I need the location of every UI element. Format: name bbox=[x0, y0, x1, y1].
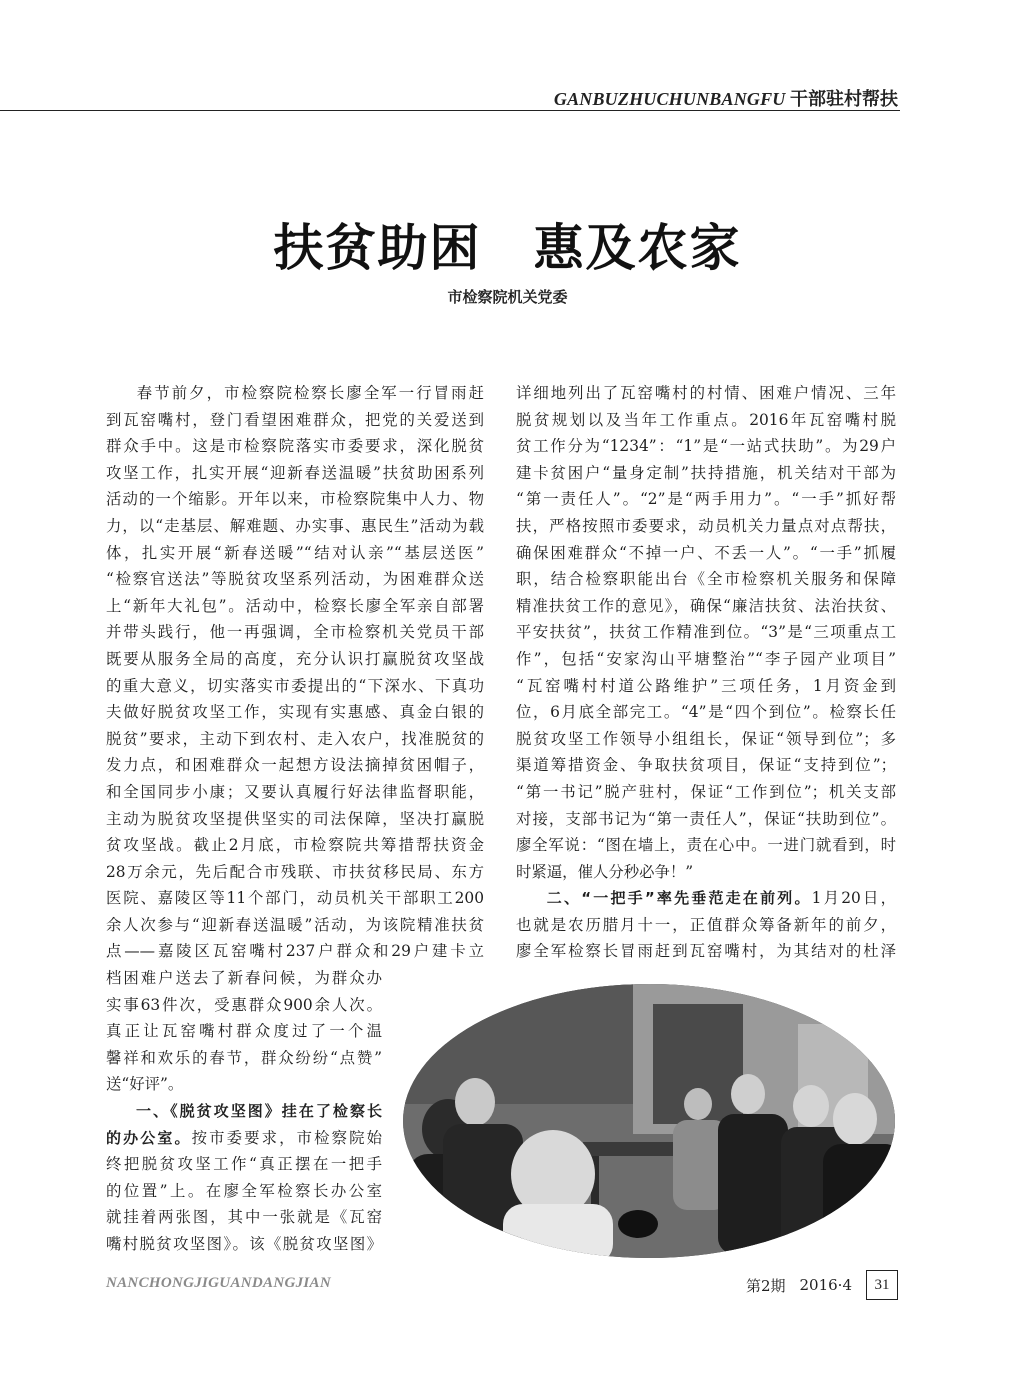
text-line: 终把脱贫攻坚工作“真正摆在一把手 bbox=[106, 1155, 382, 1174]
text-line: 脱贫攻坚工作领导小组组长，保证“领导到位”；多 bbox=[516, 729, 896, 748]
text-line: 渠道筹措资金、争取扶贫项目，保证“支持到位”； bbox=[516, 756, 896, 775]
text-line: 也就是农历腊月十一，正值群众筹备新年的前夕， bbox=[516, 915, 896, 934]
photo-illustration bbox=[403, 984, 895, 1258]
section2-first: 1月20日， bbox=[811, 889, 896, 908]
text-line: 作”，包括“安家沟山平塘整治”“李子园产业项目” bbox=[516, 649, 896, 668]
text-line: 28万余元，先后配合市残联、市扶贫移民局、东方 bbox=[106, 862, 484, 881]
text-line: 平安扶贫”，扶贫工作精准到位。“3”是“三项重点工 bbox=[516, 623, 896, 642]
text-line: 实事63件次，受惠群众900余人次。 bbox=[106, 995, 382, 1014]
left-column-narrow bbox=[106, 965, 382, 1258]
text-line: 贫工作分为“1234”：“1”是“一站式扶助”。为29户 bbox=[516, 437, 896, 456]
text-line: 送“好评”。 bbox=[106, 1075, 184, 1094]
text-line: 精准扶贫工作的意见》，确保“廉洁扶贫、法治扶贫、 bbox=[516, 596, 896, 615]
text-line: 真正让瓦窑嘴村群众度过了一个温 bbox=[106, 1022, 382, 1041]
text-line: “第一书记”脱产驻村，保证“工作到位”；机关支部 bbox=[516, 782, 896, 801]
text-line: 医院、嘉陵区等11个部门，动员机关干部职工200 bbox=[106, 889, 484, 908]
text-line: 嘴村脱贫攻坚图》。该《脱贫攻坚图》 bbox=[106, 1234, 382, 1253]
text-line: 确保困难群众“不掉一户、不丢一人”。“一手”抓履 bbox=[516, 543, 896, 562]
text-line: 发力点，和困难群众一起想方设法摘掉贫困帽子， bbox=[106, 756, 484, 775]
text-line: “瓦窑嘴村村道公路维护”三项任务，1月资金到 bbox=[516, 676, 896, 695]
section-title: 干部驻村帮扶 bbox=[790, 89, 898, 110]
text-line: 余人次参与“迎新春送温暖”活动，为该院精准扶贫 bbox=[106, 915, 484, 934]
section1-heading: 一、《脱贫攻坚图》挂在了检察长 bbox=[136, 1101, 382, 1120]
text-line: “检察官送法”等脱贫攻坚系列活动，为困难群众送 bbox=[106, 570, 484, 589]
footer-date: 2016·4 bbox=[799, 1276, 852, 1294]
text-line: 群众手中。这是市检察院落实市委要求，深化脱贫 bbox=[106, 437, 484, 456]
text-line: 对接，支部书记为“第一责任人”，保证“扶助到位”。 bbox=[516, 809, 896, 828]
text-line: 的位置”上。在廖全军检察长办公室 bbox=[106, 1181, 382, 1200]
text-line: 既要从服务全局的高度，充分认识打赢脱贫攻坚战 bbox=[106, 649, 484, 668]
text-line: 和全国同步小康；又要认真履行好法律监督职能， bbox=[106, 782, 484, 801]
section1-heading-cont bbox=[106, 1125, 382, 1152]
text-line: 点——嘉陵区瓦窑嘴村237户群众和29户建卡立 bbox=[106, 942, 484, 961]
left-column bbox=[106, 380, 484, 965]
text-line: 详细地列出了瓦窑嘴村的村情、困难户情况、三年 bbox=[516, 384, 896, 402]
footer-issue: 第2期 bbox=[745, 1276, 786, 1295]
text-line: 夫做好脱贫攻坚工作，实现有实惠感、真金白银的 bbox=[106, 703, 484, 722]
section2-heading-line bbox=[516, 885, 896, 912]
article-byline: 市检察院机关党委 bbox=[447, 288, 568, 306]
article-photo bbox=[403, 984, 895, 1258]
text-line: 职，结合检察职能出台《全市检察机关服务和保障 bbox=[516, 570, 896, 589]
text-line: 脱贫”要求，主动下到农村、走入农户，找准脱贫的 bbox=[106, 729, 484, 748]
text-line: 的重大意义，切实落实市委提出的“下深水、下真功 bbox=[106, 676, 484, 695]
section1-body-first: 按市委要求，市检察院始 bbox=[191, 1128, 382, 1147]
section1-heading-tail: 的办公室。 bbox=[106, 1128, 192, 1147]
text-line: 活动的一个缩影。开年以来，市检察院集中人力、物 bbox=[106, 490, 484, 509]
right-column bbox=[516, 380, 896, 965]
text-line: 攻坚工作，扎实开展“迎新春送温暖”扶贫助困系列 bbox=[106, 463, 484, 482]
text-line: 位，6月底全部完工。“4”是“四个到位”。检察长任 bbox=[516, 703, 896, 722]
section2-heading: 二、“一把手”率先垂范走在前列。 bbox=[546, 889, 812, 908]
text-line: 力，以“走基层、解难题、办实事、惠民生”活动为载 bbox=[106, 516, 484, 535]
text-line: 春节前夕，市检察院检察长廖全军一行冒雨赶 bbox=[136, 384, 484, 402]
text-line: 时紧逼，催人分秒必争！” bbox=[516, 862, 694, 881]
text-line: 馨祥和欢乐的春节，群众纷纷“点赞” bbox=[106, 1048, 382, 1067]
text-line: 扶，严格按照市委要求，动员机关力量点对点帮扶， bbox=[516, 516, 896, 535]
article-title: 扶贫助困 惠及农家 bbox=[273, 219, 742, 277]
text-line: 廖全军说：“图在墙上，责在心中。一进门就看到，时 bbox=[516, 836, 896, 855]
text-line: 体，扎实开展“新春送暖”“结对认亲”“基层送医” bbox=[106, 543, 484, 562]
page-number: 31 bbox=[866, 1270, 898, 1300]
footer-issue-info bbox=[746, 1270, 898, 1300]
text-line: 到瓦窑嘴村，登门看望困难群众，把党的关爱送到 bbox=[106, 410, 484, 429]
text-line: 廖全军检察长冒雨赶到瓦窑嘴村，为其结对的杜泽 bbox=[516, 942, 896, 961]
text-line: 上“新年大礼包”。活动中，检察长廖全军亲自部署 bbox=[106, 596, 484, 615]
running-header bbox=[554, 85, 898, 111]
section-latin: GANBUZHUCHUNBANGFU bbox=[553, 89, 786, 109]
footer-publication: NANCHONGJIGUANDANGJIAN bbox=[106, 1275, 331, 1291]
text-line: 贫攻坚战。截止2月底，市检察院共筹措帮扶资金 bbox=[106, 836, 484, 855]
text-line: 建卡贫困户“量身定制”扶持措施，机关结对干部为 bbox=[516, 463, 896, 482]
text-line: 档困难户送去了新春问候，为群众办 bbox=[106, 969, 382, 987]
header-rule bbox=[0, 110, 900, 111]
text-line: “第一责任人”。“2”是“两手用力”。“一手”抓好帮 bbox=[516, 490, 896, 509]
text-line: 就挂着两张图，其中一张就是《瓦窑 bbox=[106, 1208, 382, 1227]
text-line: 主动为脱贫攻坚提供坚实的司法保障，坚决打赢脱 bbox=[106, 809, 484, 828]
text-line: 脱贫规划以及当年工作重点。2016年瓦窑嘴村脱 bbox=[516, 410, 896, 429]
text-line: 并带头践行，他一再强调，全市检察机关党员干部 bbox=[106, 623, 484, 642]
